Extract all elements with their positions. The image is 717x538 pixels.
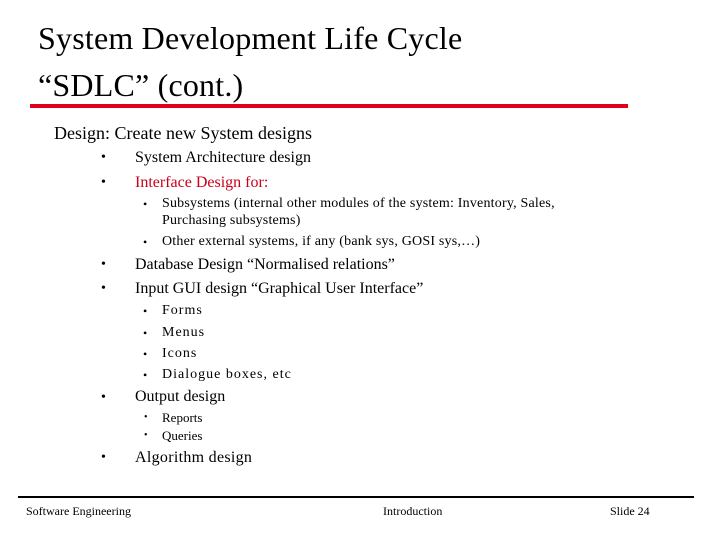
slide-title-line1: System Development Life Cycle — [38, 20, 463, 56]
sub-item-dialogue-boxes: Dialogue boxes, etc — [162, 367, 292, 382]
title-underline — [30, 104, 628, 108]
sub-bullet-icon: • — [144, 430, 148, 441]
footer-rule — [18, 496, 694, 498]
item-database-design: Database Design “Normalised relations” — [135, 256, 395, 273]
slide-title-line2: “SDLC” (cont.) — [38, 67, 244, 103]
item-architecture: System Architecture design — [135, 149, 311, 166]
sub-item-reports: Reports — [162, 410, 203, 425]
sub-item-external-systems: Other external systems, if any (bank sys, GOSI sys,…) — [162, 234, 481, 249]
sub-bullet-icon: • — [143, 368, 148, 382]
item-gui-design: Input GUI design “Graphical User Interface” — [135, 280, 424, 297]
bullet-icon: • — [101, 450, 106, 465]
sub-bullet-icon: • — [143, 304, 148, 318]
sub-bullet-icon: • — [143, 347, 148, 361]
bullet-icon: • — [101, 390, 106, 405]
bullet-icon: • — [101, 150, 106, 165]
sub-item-icons: Icons — [162, 346, 198, 361]
sub-item-subsystems: Subsystems (internal other modules of the system: Inventory, Sales, — [162, 196, 555, 211]
sub-bullet-icon: • — [143, 326, 148, 340]
section-heading: Design: Create new System designs — [54, 123, 312, 143]
sub-item-queries: Queries — [162, 428, 203, 443]
footer-section: Introduction — [383, 504, 443, 518]
item-output-design: Output design — [135, 388, 226, 405]
sub-bullet-icon: • — [144, 412, 148, 423]
sub-bullet-icon: • — [143, 197, 148, 211]
sub-item-menus: Menus — [162, 325, 206, 340]
bullet-icon: • — [101, 175, 106, 190]
sub-bullet-icon: • — [143, 235, 148, 249]
footer-slide-number: Slide 24 — [610, 504, 650, 518]
item-interface-design: Interface Design for: — [135, 174, 269, 191]
bullet-icon: • — [101, 257, 106, 272]
item-algorithm-design: Algorithm design — [135, 449, 253, 466]
bullet-icon: • — [101, 281, 106, 296]
sub-item-subsystems-cont: Purchasing subsystems) — [162, 213, 301, 228]
footer-course: Software Engineering — [26, 504, 131, 518]
sub-item-forms: Forms — [162, 303, 203, 318]
